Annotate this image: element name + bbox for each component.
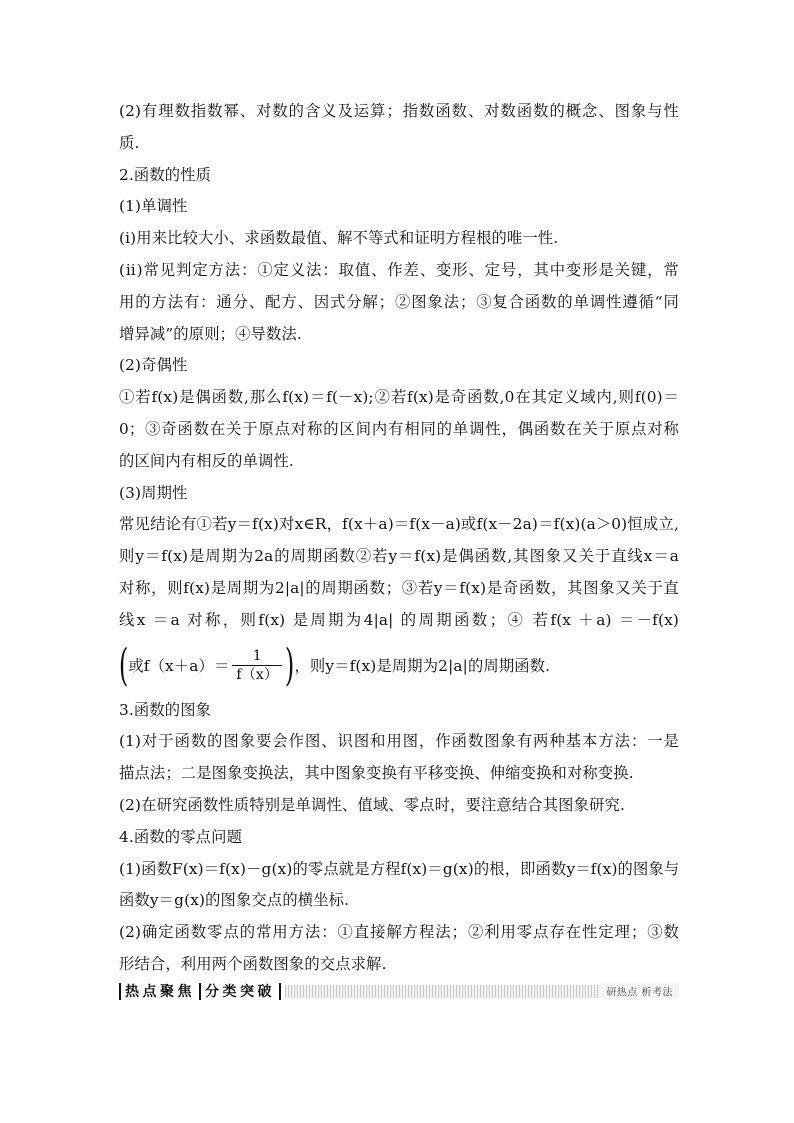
- section-heading: 3.函数的图象: [119, 700, 212, 719]
- formula-suffix: ，则y＝f(x)是周期为2|a|的周期函数.: [294, 656, 551, 675]
- banner-divider: [279, 983, 281, 1000]
- text-line: (2)在研究函数性质特别是单调性、值域、零点时，要注意结合其图象研究.: [119, 795, 625, 814]
- banner-title-left: 热点聚焦: [125, 984, 195, 1000]
- text-line: 描点法；二是图象变换法，其中图象变换有平移变换、伸缩变换和对称变换.: [119, 764, 634, 783]
- subsection-heading: (3)周期性: [119, 483, 188, 502]
- section-heading: 2.函数的性质: [119, 165, 212, 184]
- text-line: 常见结论有①若y＝f(x)对x∈R，f(x＋a)＝f(x－a)或f(x－2a)＝f(x)(a＞0)恒成立,: [119, 515, 679, 534]
- text-line: (ⅱ)常见判定方法：①定义法：取值、作差、变形、定号，其中变形是关键，常: [119, 260, 679, 279]
- fraction-denominator: f（x）: [232, 665, 282, 684]
- fraction: [232, 647, 282, 684]
- text-line: 用的方法有：通分、配方、因式分解；②图象法；③复合函数的单调性遵循“同: [119, 292, 679, 311]
- text-line: (1)对于函数的图象要会作图、识图和用图，作函数图象有两种基本方法：一是: [119, 732, 679, 751]
- section-banner: [119, 979, 679, 1003]
- text-line: (ⅰ)用来比较大小、求函数最值、解不等式和证明方程根的唯一性.: [119, 229, 559, 248]
- text-line: 函数y＝g(x)的图象交点的横坐标.: [119, 891, 350, 910]
- text-line: 对称，则f(x)是周期为2|a|的周期函数；③若y＝f(x)是奇函数，其图象又关于直: [119, 578, 679, 597]
- text-line: 质.: [119, 133, 140, 152]
- text-line: 线x ＝a 对称，则f(x) 是周期为4|a| 的周期函数；④ 若f(x ＋a) ＝－f(x): [119, 610, 679, 629]
- right-paren: ): [285, 639, 295, 691]
- formula-prefix: 或f（x＋a）＝: [128, 656, 230, 675]
- text-line: ①若f(x)是偶函数,那么f(x)＝f(－x);②若f(x)是奇函数,0在其定义域内,则f(0)＝: [119, 388, 679, 407]
- text-line: 增异减”的原则；④导数法.: [119, 324, 302, 343]
- text-line: 形结合，利用两个函数图象的交点求解.: [119, 954, 387, 973]
- formula-line: [119, 637, 679, 695]
- document-body: [119, 96, 679, 981]
- banner-stripe: [285, 985, 679, 998]
- text-line: 0；③奇函数在关于原点对称的区间内有相同的单调性，偶函数在关于原点对称: [119, 419, 679, 438]
- text-line: 则y＝f(x)是周期为2a的周期函数②若y＝f(x)是偶函数,其图象又关于直线x＝a: [119, 547, 679, 566]
- subsection-heading: (1)单调性: [119, 197, 188, 216]
- text-line: (1)函数F(x)＝f(x)－g(x)的零点就是方程f(x)＝g(x)的根，即函数y＝f(x)的图象与: [119, 859, 680, 878]
- subsection-heading: (2)奇偶性: [119, 356, 188, 375]
- banner-title-right: 分类突破: [205, 984, 275, 1000]
- left-paren: (: [118, 639, 129, 691]
- text-line: (2)有理数指数幂、对数的含义及运算；指数函数、对数函数的概念、图象与性: [119, 102, 679, 120]
- formula: [119, 637, 294, 695]
- text-line: (2)确定函数零点的常用方法：①直接解方程法；②利用零点存在性定理；③数: [119, 923, 679, 942]
- banner-tag: 研热点 析考法: [598, 984, 679, 999]
- section-heading: 4.函数的零点问题: [119, 827, 243, 846]
- fraction-numerator: 1: [252, 648, 262, 665]
- text-line: 的区间内有相反的单调性.: [119, 451, 294, 470]
